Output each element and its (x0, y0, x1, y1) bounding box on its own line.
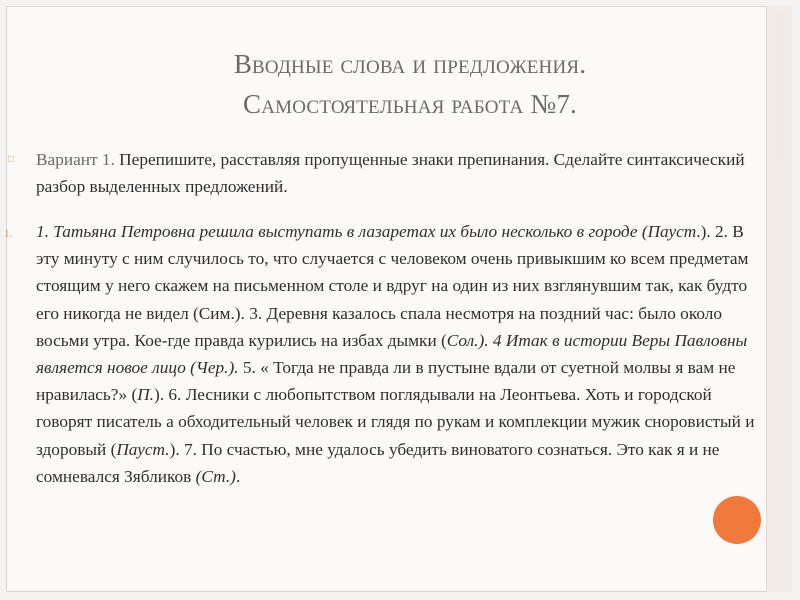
list-number-marker: 1. (4, 228, 13, 240)
bullet-square-icon: □ (8, 154, 15, 165)
right-rail-top (774, 12, 784, 162)
title-line-1: Вводные слова и предложения. (233, 49, 587, 79)
exercise-part-3: Сол.). 4 Итак в истории Веры Павловны является новое лицо (Чер.). (36, 330, 748, 378)
accent-circle (713, 496, 761, 544)
variant-label: Вариант 1. (36, 150, 115, 169)
exercise-part-8: ). 7. По счастью, мне удалось убедить виноватого сознаться. Это как я и не сомневался Зябликов (36, 439, 720, 486)
task-text: Перепишите, расставляя пропущенные знаки препинания. Сделайте синтаксический разбор выделенных предложений. (36, 150, 745, 196)
exercise-part-6: ). 6. Лесники с любопытством поглядывали на Леонтьева. Хоть и городской говорят писатель а обходительный человек и глядя по рукам и комплекции мужик сноровистый и здоровый ( (36, 385, 755, 459)
exercise-part-7: Пауст. (116, 439, 170, 459)
title-line-2: Самостоятельная работа №7. (243, 89, 577, 119)
task-paragraph (36, 146, 756, 200)
exercise-part-5: П. (137, 385, 155, 405)
exercise-part-2: .). 2. В эту минуту с ним случилось то, что случается с человеком очень привыкшим ко всем предметам стоящим у него скажем на письменном столе и вдруг на один из них взглянувшим так, как будто его никогда не видел (Сим.). 3. Деревня казалось спала несмотря на поздний час: было около восьми утра. Кое-где правда курились на избах дымки ( (36, 222, 749, 350)
slide-title (100, 44, 720, 124)
exercise-part-10: . (235, 466, 241, 486)
exercise-part-9: (Ст.) (195, 466, 236, 486)
exercise-part-1: 1. Татьяна Петровна решила выступать в лазаретах их было несколько в городе (Пауст (36, 222, 697, 241)
exercise-paragraph (36, 218, 758, 490)
exercise-part-4: 5. « Тогда не правда ли в пустыне вдали от суетной молвы я вам не нравилась?» ( (36, 358, 736, 405)
